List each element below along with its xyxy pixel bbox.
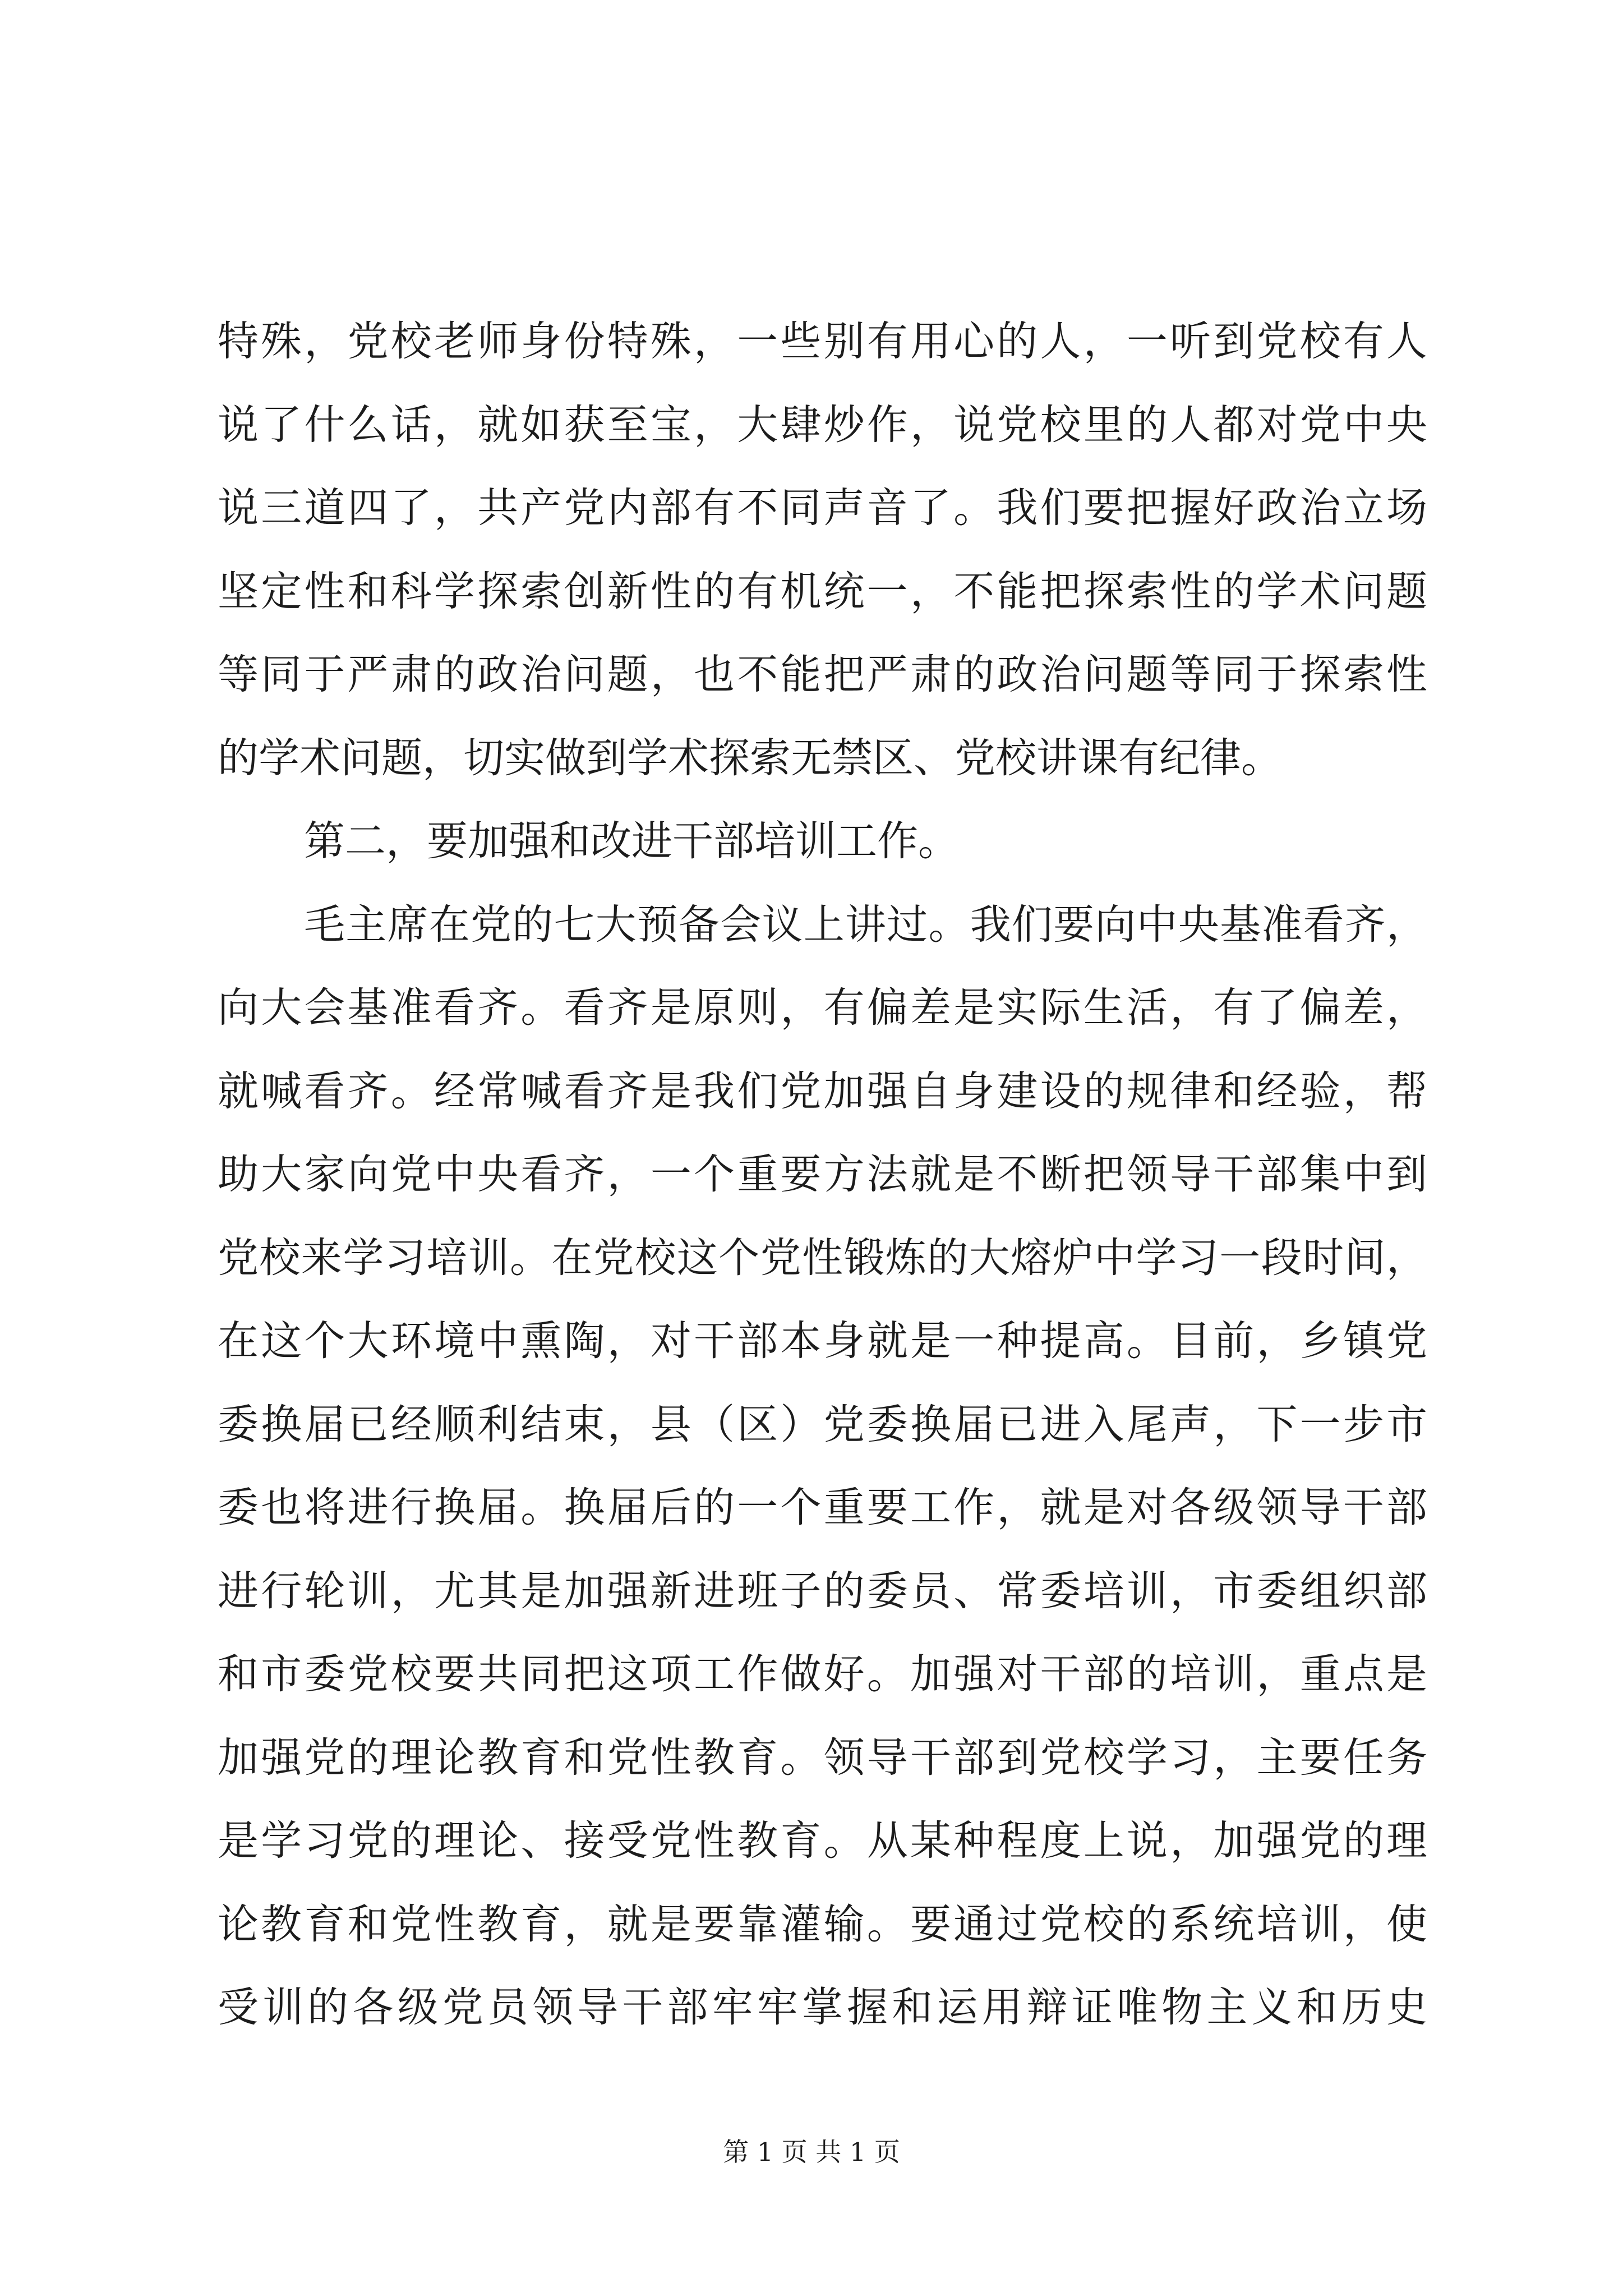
paragraph-first-line: 毛主席在党的七大预备会议上讲过。我们要向中央基准看齐， (304, 900, 1427, 949)
text-line: 委换届已经顺利结束，县（区）党委换届已进入尾声，下一步市 (218, 1400, 1427, 1448)
section-heading: 第二，要加强和改进干部培训工作。 (304, 817, 959, 865)
text-line: 委也将进行换届。换届后的一个重要工作，就是对各级领导干部 (218, 1484, 1427, 1531)
text-line: 就喊看齐。经常喊看齐是我们党加强自身建设的规律和经验，帮 (218, 1067, 1427, 1115)
text-line: 说三道四了，共产党内部有不同声音了。我们要把握好政治立场 (218, 484, 1427, 532)
text-line: 论教育和党性教育，就是要靠灌输。要通过党校的系统培训，使 (218, 1900, 1427, 1948)
text-line: 特殊，党校老师身份特殊，一些别有用心的人，一听到党校有人 (218, 318, 1427, 365)
text-line: 进行轮训，尤其是加强新进班子的委员、常委培训，市委组织部 (218, 1567, 1427, 1615)
text-line: 和市委党校要共同把这项工作做好。加强对干部的培训，重点是 (218, 1650, 1427, 1698)
text-line: 受训的各级党员领导干部牢牢掌握和运用辩证唯物主义和历史 (218, 1984, 1427, 2031)
text-line: 向大会基准看齐。看齐是原则，有偏差是实际生活，有了偏差， (218, 984, 1427, 1032)
text-line: 的学术问题，切实做到学术探索无禁区、党校讲课有纪律。 (218, 734, 1282, 782)
text-line: 等同于严肃的政治问题，也不能把严肃的政治问题等同于探索性 (218, 651, 1427, 698)
page-number-footer: 第 1 页 共 1 页 (723, 2137, 900, 2167)
text-line: 说了什么话，就如获至宝，大肆炒作，说党校里的人都对党中央 (218, 401, 1427, 449)
document-body (218, 300, 1427, 2050)
text-line: 助大家向党中央看齐，一个重要方法就是不断把领导干部集中到 (218, 1151, 1427, 1198)
text-line: 坚定性和科学探索创新性的有机统一，不能把探索性的学术问题 (218, 567, 1427, 615)
text-line: 是学习党的理论、接受党性教育。从某种程度上说，加强党的理 (218, 1817, 1427, 1865)
text-line: 在这个大环境中熏陶，对干部本身就是一种提高。目前，乡镇党 (218, 1317, 1427, 1365)
text-line: 党校来学习培训。在党校这个党性锻炼的大熔炉中学习一段时间， (218, 1234, 1427, 1282)
text-line: 加强党的理论教育和党性教育。领导干部到党校学习，主要任务 (218, 1733, 1427, 1782)
